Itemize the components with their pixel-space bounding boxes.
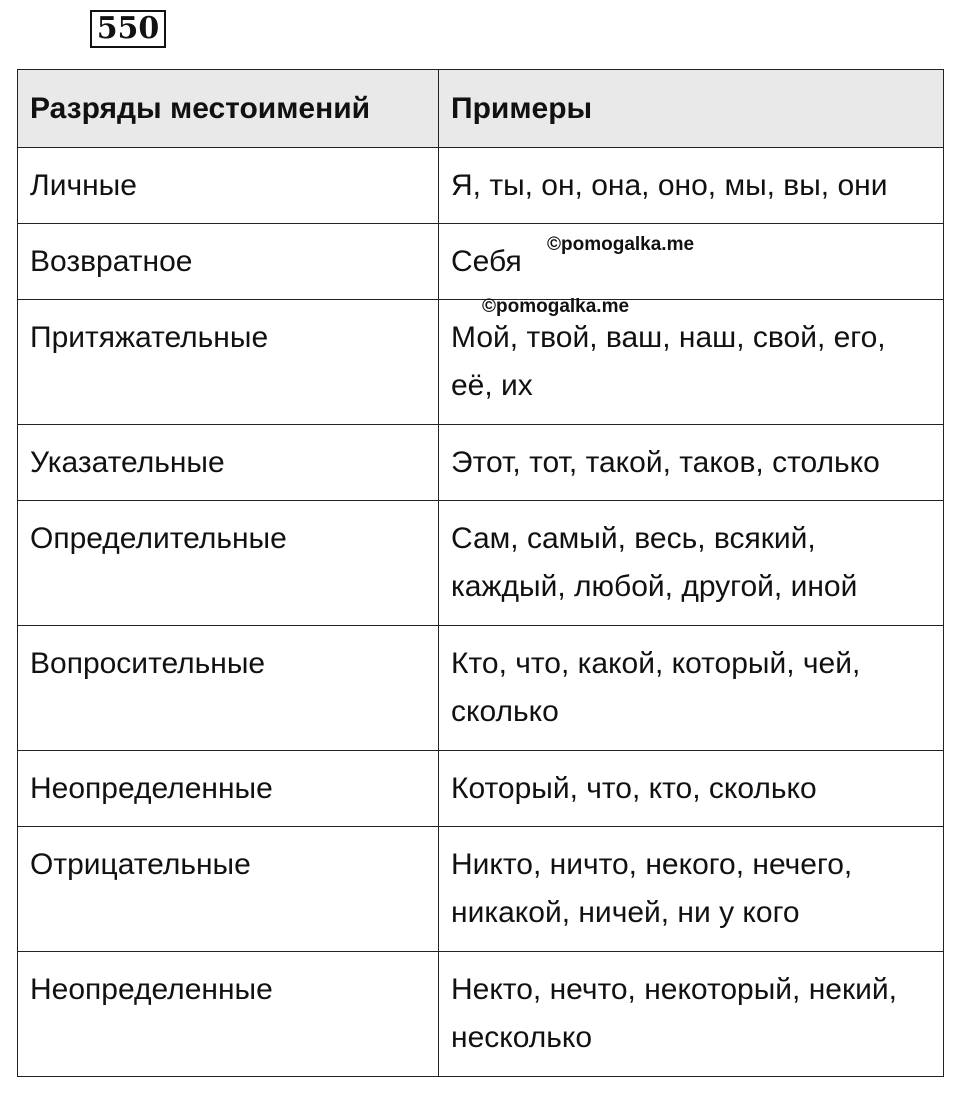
examples-cell: Некто, нечто, некоторый, некий, несколько xyxy=(439,952,944,1077)
table-row xyxy=(18,626,944,751)
category-cell: Личные xyxy=(18,148,439,224)
table-row xyxy=(18,501,944,626)
watermark: ©pomogalka.me xyxy=(547,234,695,255)
category-cell: Определительные xyxy=(18,501,439,626)
category-cell: Вопросительные xyxy=(18,626,439,751)
table-row xyxy=(18,300,944,425)
category-cell: Указательные xyxy=(18,425,439,501)
table-row xyxy=(18,425,944,501)
examples-cell: Мой, твой, ваш, наш, свой, его, её, их xyxy=(439,300,944,425)
category-cell: Неопределенные xyxy=(18,952,439,1077)
task-number: 550 xyxy=(96,11,160,46)
examples-cell: Никто, ничто, некого, нечего, никакой, ничей, ни у кого xyxy=(439,827,944,952)
examples-cell: Который, что, кто, сколько xyxy=(439,751,944,827)
category-cell: Отрицательные xyxy=(18,827,439,952)
category-cell: Возвратное xyxy=(18,224,439,300)
examples-cell: Этот, тот, такой, таков, столько xyxy=(439,425,944,501)
table-row xyxy=(18,827,944,952)
examples-cell: Себя xyxy=(439,224,944,300)
table-row xyxy=(18,751,944,827)
table-row xyxy=(18,952,944,1077)
header-examples: Примеры xyxy=(439,70,944,148)
examples-cell: Сам, самый, весь, всякий, каждый, любой, другой, иной xyxy=(439,501,944,626)
category-cell: Неопределенные xyxy=(18,751,439,827)
watermark: ©pomogalka.me xyxy=(482,296,630,317)
table-row xyxy=(18,148,944,224)
category-cell: Притяжательные xyxy=(18,300,439,425)
task-number-badge xyxy=(90,10,166,48)
examples-cell: Кто, что, какой, который, чей, сколько xyxy=(439,626,944,751)
examples-cell: Я, ты, он, она, оно, мы, вы, они xyxy=(439,148,944,224)
pronoun-categories-table xyxy=(17,69,944,1077)
header-categories: Разряды местоимений xyxy=(18,70,439,148)
table-header-row xyxy=(18,70,944,148)
table-row xyxy=(18,224,944,300)
